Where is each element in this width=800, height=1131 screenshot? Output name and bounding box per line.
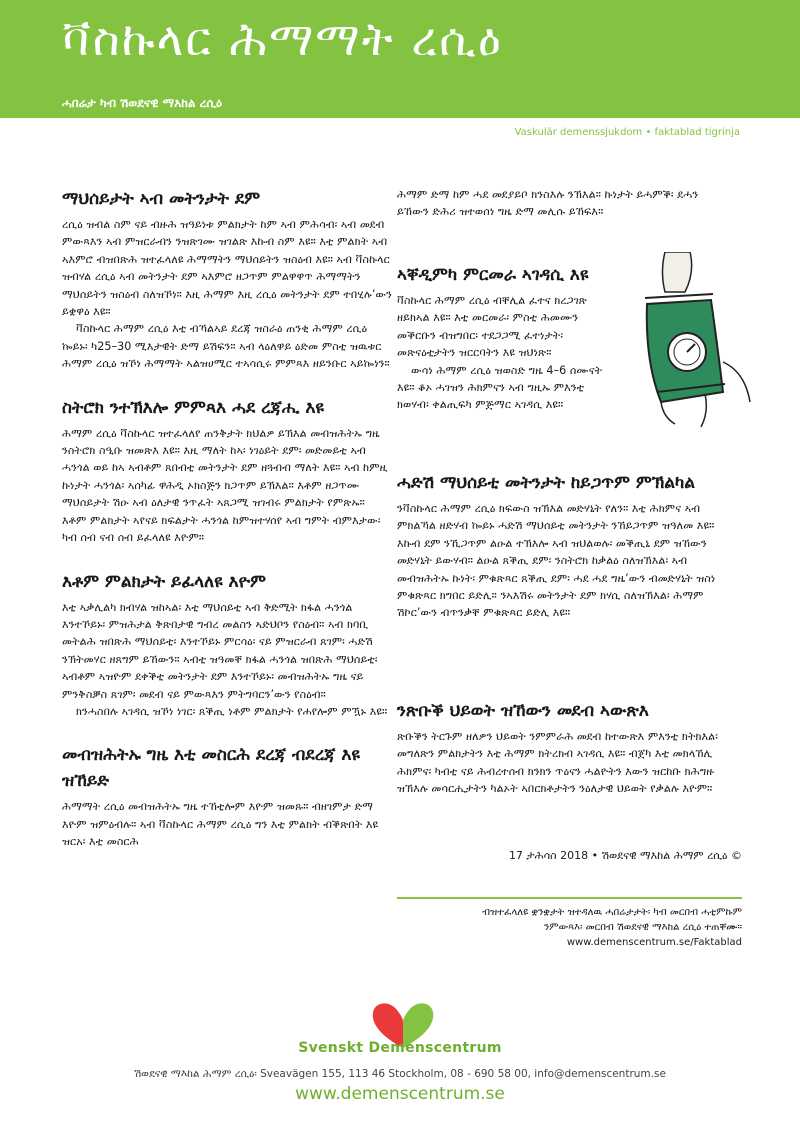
section-life-plan xyxy=(397,698,737,798)
section-heading: ማህሰይታት ኣብ መትንታት ደም xyxy=(62,189,261,209)
publication-date: 17 ታሕሳስ 2018 • ሽወደናዊ ማእከል ሕማም ረሲዕ © xyxy=(508,849,742,862)
document-subtitle: ሓበሬታ ካብ ሽወደናዊ ማእከል ረሲዕ xyxy=(62,96,222,110)
section-paragraph: ሕማም ድማ ከም ሓደ መደያይቦ ክንስእሉ ንኽእል። ኩነታት ይሓምቕ፡ ደሓን ይኸውን ድሕሪ ዝተወሰነ ግዜ ድማ መሊሱ ይኸፍእ። xyxy=(397,188,699,219)
section-paragraph: ቫስኩላር ሕማም ረሲዕ ብቐሊል ፈተና ክረጋገጽ ዘይክኣል እዩ። እቲ መርመራ፡ ምስቲ ሕመሙን መቕርቡን ብዝግበር፡ ተደጋጋሚ ፈተነታት፡ መጽናዕቲታትን ዝርርባትን እዩ ዝህነጽ። xyxy=(397,294,587,360)
footnote-link[interactable]: www.demenscentrum.se/Faktablad xyxy=(566,937,742,948)
section-stroke xyxy=(62,395,392,547)
footnote-line: ብዝተፈላለዩ ቋንቋታት ዝተዳለዉ ሓበሬታታት፡ ካብ መርበብ ሓቲምኩም xyxy=(482,907,742,918)
section-heading: ስትሮክ ንተኽእሎ ምምጻእ ሓደ ረጃሒ እዩ xyxy=(62,397,324,418)
section-paragraph: ሕማም ረሲዕ ቫስኩላር ዝተፈላለየ ጠንቅታት ክህልዎ ይኽእል መብዝሕትኡ ግዜ ንስትሮክ ስዒቡ ዝመጽእ እዩ። እዚ ማለት ከኣ፡ ነገዕይት ደም፡ መድመይቲ ኣብ ሓንጎል ወይ ከኣ ኣብቶም ጸበብቲ መትንታት ደም ዘጓብብ ማለት እዩ። ኣብ ከምዚ ኩነታት ሓንጎል፡ ኣሰካፊ ዋሕዲ ኦክስጅን ክጋጥም ይኽእል። እቶም ዘጋጥሙ ማህሰይታት ሽዑ ኣብ ዕለታዊ ንጥፈት ኣጸጋሚ ዝገብሩ ምልክታት የምጽኡ። እቶም ምልክታት ኣየናይ ክፍልታት ሓንጎል ከምዝተሃሰየ ኣብ ግምት ብምእታው፡ ካብ ሰብ ናብ ሰብ ይፈላለዩ እዮም። xyxy=(62,426,388,545)
section-heading: ሓድሽ ማህሰይቲ መትንታት ከይጋጥም ምኽልካል xyxy=(397,473,696,493)
section-stepwise xyxy=(62,742,392,850)
footnote-line: ንምውጻእ፡ መርበብ ሽወደናዊ ማእከል ረሲዕ ተጠቐሙ። xyxy=(543,922,742,933)
left-column xyxy=(62,186,392,873)
blood-pressure-illustration xyxy=(605,252,755,427)
section-heading: መብዝሕትኡ ግዜ እቲ መስርሕ ደረጃ ብደረጃ እዩ ዝኸይድ xyxy=(62,745,360,792)
section-paragraph: ጽቡቕን ትርጉም ዘለዎን ህይወት ንምምራሕ መደብ ከተውጽእ ምእንቲ ክትክእል፡ መግለጽን ምልክታትን እቲ ሕማም ክትረክብ ኣገዳሲ እዩ። ብጀካ እቲ መክላኸሊ ሕክምና፡ ካብቲ ናይ ሕብረተሰብ ክንክን ጥዕናን ሓልዮትን እውን ዝርከቡ ክሕግዙ ዝኽእሉ መሳርሒታትን ካልኦት ኣበርክቶታትን ንዕለታዊ ህይወት የቃልሉ እዮም። xyxy=(397,730,718,796)
section-paragraph: ረሲዕ ዝብል ስም ናይ ብዙሕ ዝዓይነቱ ምልክታት ከም ኣብ ምሕሳብ፡ ኣብ መደብ ምውጻእን ኣብ ምዝርራብን ንዝጽገሙ ዝገልጽ እኩብ ስም እዩ። እቲ ምልክት ኣብ ኣእምሮ ብዝበጽሕ ዝተፈላለዩ ሕማማትን ማህሰይትን ዝስዕብ እዩ። ኣብ ቫስኩላር ዝብሃል ረሲዕ ኣብ መትንታት ደም ኣእምሮ ዘጋጥም ምልዋዋጥ ሕማማትን ማህሰይትን ዝስዕብ ስለዝኾነ። እዚ ሕማም እዚ ረሲዕ መትንታት ደም ተበሂሉ’ውን ይቋዋዕ እዩ። xyxy=(62,218,392,319)
section-heading: ንጽቡቕ ህይወት ዝኸውን መደብ ኣውጽእ xyxy=(397,701,649,721)
section-heading: እቶም ምልክታት ይፈላለዩ እዮም xyxy=(62,571,266,592)
brand-name: Svenskt Demenscentrum xyxy=(298,1040,502,1056)
section-paragraph: እቲ ኣቃሊልካ ክብሃል ዝከኣል፡ እቲ ማህሰይቲ ኣብ ቅድሚት ክፋል ሓንጎል እንተኾይኑ፡ ምዝሕታል ቅጽበታዊ ግብረ መልስን ኣድህቦን የስዕብ። ኣብ ክባቢ መትልሕ ዝበጽሕ ማህሰይቲ፡ እንተኾይኑ ምርሳዕ፡ ናይ ምዝርራብ ጸገም፡ ሓድሽ ንኽትመሃር ዘጸግም ይኸውን። ኣብቲ ዝዓመቐ ክፋል ሓንጎል ዝበጽሕ ማህሰይቲ፡ ኣብቶም ኣዝዮም ደቀቕቲ መትንታት ደም እንተኾይኑ፡ መብዝሕትኡ ግዜ ናይ ምንቅስቓስ ጸገም፡ መደብ ናይ ምውጻእን ምትግባርን’ውን የስዕብ። xyxy=(62,600,378,701)
document-title: ቫስኩላር ሕማማት ረሲዕ xyxy=(62,12,503,66)
section-paragraph: ቫስኩላር ሕማም ረሲዕ እቲ ብኻልኣይ ደረጃ ዝስራዕ ጠንቂ ሕማም ረሲዕ ኰይኑ፡ ካ25–30 ሚእታዊት ድማ ይሽፍን። ኣብ ላዕለዋይ ዕድመ ምስቲ ዝዉቱር ሕማም ረሲዕ ዝኾነ ሕማማት ኣልዝሀሚር ተኣሳሲሩ ምምጻእ ዘይንቡር ኣይኰነን። xyxy=(62,322,390,371)
section-paragraph: ንቫስኩላር ሕማም ረሲዕ ክፍውስ ዝኽእል መድሃኒት የለን። እቲ ሕክምና ኣብ ምክልኻል ዘድሃብ ኰይኑ ሓድሽ ማህሰይቲ መትንታት ንኸይጋጥም ዝዓለመ እዩ። እኩብ ደም ንኺጋጥም ልዑል ተኽእሎ ኣብ ዝህልወሉ፡ መቕጢኒ ደም ዝኸውን መድሃኒት ይውሃብ። ልዑል ጸቕጢ ደም፡ ንስትሮክ ከቃልዕ ስለዝኽእል፡ ኣብ መብዝሕትኡ ኩነት፡ ምቁጽጻር ጸቕጢ ደም፡ ሓደ ሓደ ግዜ’ውን ብመድሃኒት ዝስነ ምቁጽጻር ክግበር ይድሊ። ንኣእሽሩ መትንታት ደም ክሃሲ ስለዝኽእል፡ ሕማም ሽኮር’ውን ብጥንቃቐ ምቁጽጻር ይድሊ እዩ። xyxy=(397,502,716,620)
section-heading: ኣቐዲምካ ምርመራ ኣገዳሲ እዩ xyxy=(397,265,589,285)
section-early-exam xyxy=(397,262,607,414)
header-banner xyxy=(0,0,800,118)
section-vessel-damage xyxy=(62,186,392,373)
section-prevention xyxy=(397,470,737,622)
section-paragraph: ክንሓስበሉ ኣገዳሲ ዝኾነ ነገር፡ ጸቕጢ ነቶም ምልክታት የሐየሎም ምዃኑ እዩ። xyxy=(76,704,388,718)
footnote xyxy=(397,905,742,950)
section-symptoms xyxy=(62,569,392,721)
section-paragraph: ሕማማት ረሲዕ መብዝሕትኡ ግዜ ተኸቲሎም እዮም ዝመጹ። ብዘገምታ ድማ እዮም ዝምዕብሉ። ኣብ ቫስኩላር ሕማም ረሲዕ ግን እቲ ምልክት ብቕጽበት እዩ ዝርአ፡ እቲ መስርሕ xyxy=(62,800,379,849)
contact-address: ሽወደናዊ ማእከል ሕማም ረሲዕ፡ Sveavägen 155, 113 46 Stockholm, 08 - 690 58 00, info@demenscentrum.se xyxy=(134,1068,666,1080)
website-link[interactable]: www.demenscentrum.se xyxy=(295,1084,505,1104)
divider xyxy=(397,897,742,899)
tagline: Vaskulär demenssjukdom • faktablad tigrinja xyxy=(514,127,740,138)
section-paragraph: ውሳነ ሕማም ረሲዕ ዝወስድ ግዜ 4–6 ሰሙናት እዩ። ቆኦ ሓገዝን ሕክምናን ኣብ ግዚኡ ምእንቲ ክወሃብ፡ ቀልጢፍካ ምጅማር ኣገዳሲ እዩ። xyxy=(397,363,603,412)
right-continuation xyxy=(397,186,717,221)
